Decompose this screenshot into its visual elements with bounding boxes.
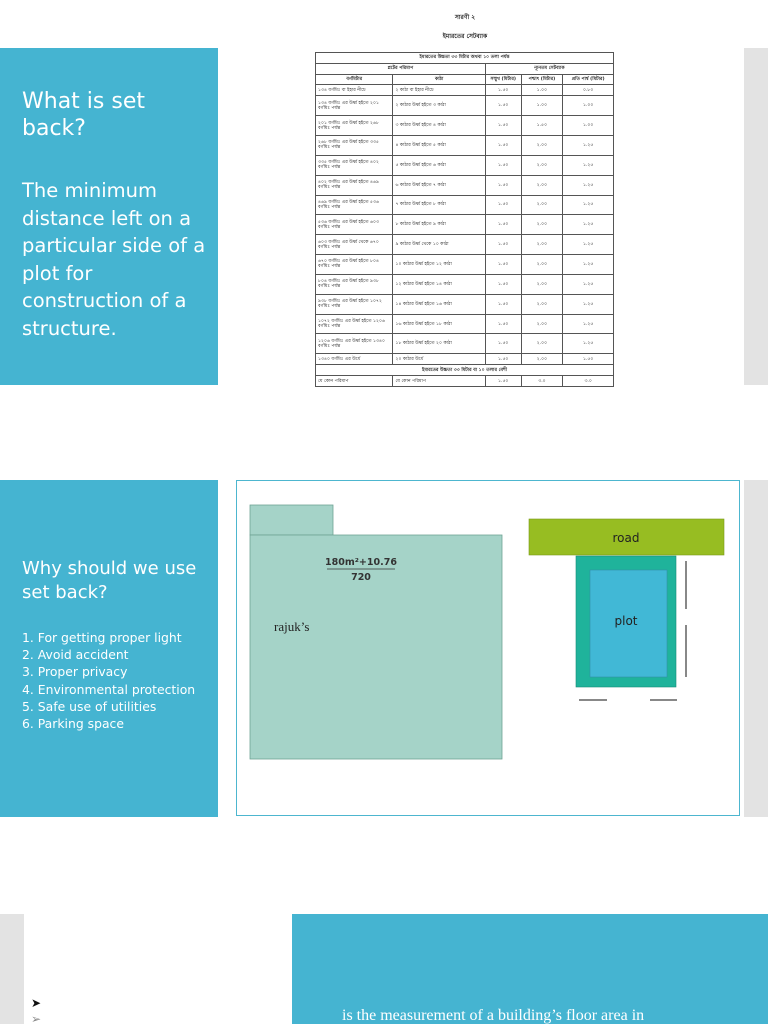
cell-katha: ১৮ কাঠার উর্ধ্ব হইতে ২০ কাঠা — [393, 334, 485, 354]
cell-katha: ৩ কাঠার উর্ধ্ব হইতে ৪ কাঠা — [393, 116, 485, 136]
setback-reasons-panel — [0, 480, 218, 817]
cell-sqm: ৩৩৫ বর্গমিঃ এর উর্ধ্ব হইতে ৪০২ বর্গমিঃ পর্যন্ত — [316, 155, 393, 175]
cell-front: ১.৫০ — [485, 96, 521, 116]
cell-katha: ৮ কাঠার উর্ধ্ব হইতে ৯ কাঠা — [393, 215, 485, 235]
cell-side: ১.০০ — [563, 96, 614, 116]
table-row — [316, 175, 614, 195]
cell-rear: ২.০০ — [521, 274, 563, 294]
cell-katha: ১০ কাঠার উর্ধ্ব হইতে ১২ কাঠা — [393, 255, 485, 275]
table-caption: সারণী ২ — [454, 14, 476, 21]
cell-front: ১.৫০ — [485, 85, 521, 96]
cell-katha: ৫ কাঠার উর্ধ্ব হইতে ৬ কাঠা — [393, 155, 485, 175]
cell-sqm: ৬৭০ বর্গমিঃ এর উর্ধ্ব হইতে ৮০৪ বর্গমিঃ পর্যন্ত — [316, 255, 393, 275]
next-slide-edge — [744, 480, 768, 817]
table-row — [316, 354, 614, 365]
road-label: road — [612, 531, 640, 545]
cell-katha: ৯ কাঠার উর্ধ্ব থেকে ১০ কাঠা — [393, 235, 485, 255]
cell-front: ১.৫০ — [485, 136, 521, 156]
cell-side: ১.২৫ — [563, 215, 614, 235]
cell-side: ১.২৫ — [563, 294, 614, 314]
cell-katha: যে কোন পরিমাপ — [393, 376, 485, 387]
cell-sqm: ২৬৮ বর্গমিঃ এর উর্ধ্ব হইতে ৩৩৫ বর্গমিঃ পর্যন্ত — [316, 136, 393, 156]
prev-slide-edge — [0, 914, 24, 1024]
cell-sqm: ৬০৩ বর্গমিঃ এর উর্ধ্ব থেকে ৬৭০ বর্গমিঃ পর্যন্ত — [316, 235, 393, 255]
cell-rear: ২.০০ — [521, 354, 563, 365]
cell-front: ১.৫০ — [485, 155, 521, 175]
cell-front: ১.৫০ — [485, 274, 521, 294]
cell-front: ১.৫০ — [485, 354, 521, 365]
cell-sqm: ২০১ বর্গমিঃ এর উর্ধ্ব হইতে ২৬৮ বর্গমিঃ পর্যন্ত — [316, 116, 393, 136]
cell-side: ১.২৫ — [563, 136, 614, 156]
cell-side: ১.২৫ — [563, 314, 614, 334]
cell-sqm: ১৩৪ বর্গমিঃ এর উর্ধ্ব হইতে ২০১ বর্গমিঃ পর্যন্ত — [316, 96, 393, 116]
cell-side: ১.০০ — [563, 116, 614, 136]
table-row — [316, 255, 614, 275]
table-row — [316, 155, 614, 175]
table-subcaption: ইমারতের সেটব্যাক — [442, 33, 488, 40]
cell-rear: ৩.০ — [521, 376, 563, 387]
cell-sqm: যে কোন পরিমাপ — [316, 376, 393, 387]
cell-side: ১.২৫ — [563, 195, 614, 215]
col-min-setback: ন্যূনতম সেটব্যাক — [485, 63, 613, 74]
cell-katha: ৪ কাঠার উর্ধ্ব হইতে ৫ কাঠা — [393, 136, 485, 156]
cell-rear: ২.০০ — [521, 334, 563, 354]
rajuk-label: rajuk’s — [274, 619, 310, 634]
cell-katha: ২০ কাঠার উর্ধে — [393, 354, 485, 365]
reasons-list — [22, 629, 195, 732]
list-item: 3. Proper privacy — [22, 664, 128, 680]
table-row — [316, 195, 614, 215]
reasons-question: Why should we use set back? — [22, 558, 197, 603]
cell-front: ১.৫০ — [485, 116, 521, 136]
table-row — [316, 274, 614, 294]
cell-rear: ২.০০ — [521, 155, 563, 175]
cell-front: ১.৫০ — [485, 255, 521, 275]
table-row — [316, 294, 614, 314]
setback-diagram-frame — [236, 480, 740, 816]
table-row — [316, 116, 614, 136]
formula-denominator: 720 — [351, 572, 371, 583]
cell-rear: ২.০০ — [521, 314, 563, 334]
cell-front: ১.৫০ — [485, 195, 521, 215]
cell-sqm: ১২০৬ বর্গমিঃ এর উর্ধ্ব হইতে ১৩৪০ বর্গমিঃ পর্যন্ত — [316, 334, 393, 354]
cell-katha: ৬ কাঠার উর্ধ্ব হইতে ৭ কাঠা — [393, 175, 485, 195]
far-definition-text: is the measurement of a building’s floor area in — [342, 1007, 645, 1024]
col-side: প্রতি পার্শ্ব (মিটার) — [563, 74, 614, 85]
col-katha: কাঠা — [393, 74, 485, 85]
cell-katha: ১৬ কাঠার উর্ধ্ব হইতে ১৮ কাঠা — [393, 314, 485, 334]
col-rear: পশ্চাৎ (মিটার) — [521, 74, 563, 85]
cell-front: ১.৫০ — [485, 314, 521, 334]
setback-definition-panel — [0, 48, 218, 385]
cell-katha: ৭ কাঠার উর্ধ্ব হইতে ৮ কাঠা — [393, 195, 485, 215]
table-title-top: ইমারতের উচ্চতা ৩৩ মিটার অথবা ১০ তলা পর্যন্ত — [316, 53, 614, 64]
table-row — [316, 136, 614, 156]
cell-side: ১.২৫ — [563, 175, 614, 195]
cell-front: ১.৫০ — [485, 334, 521, 354]
cell-katha: ২ কাঠা বা ইহার নীচে — [393, 85, 485, 96]
setback-rows — [316, 85, 614, 365]
cell-sqm: ৯৩৮ বর্গমিঃ এর উর্ধ্ব হইতে ১০৭২ বর্গমিঃ পর্যন্ত — [316, 294, 393, 314]
building-area — [250, 535, 502, 759]
cell-front: ১.৫০ — [485, 376, 521, 387]
cell-side: ৩.০ — [563, 376, 614, 387]
cell-side: ১.২৫ — [563, 274, 614, 294]
cell-katha: ১৪ কাঠার উর্ধ্ব হইতে ১৬ কাঠা — [393, 294, 485, 314]
col-front: সম্মুখ (মিটার) — [485, 74, 521, 85]
setback-question: What is set back? — [22, 89, 145, 141]
cell-rear: ২.০০ — [521, 195, 563, 215]
table-row — [316, 215, 614, 235]
cell-rear: ২.০০ — [521, 235, 563, 255]
cell-katha: ২ কাঠার উর্ধ্ব হইতে ৩ কাঠা — [393, 96, 485, 116]
list-item: 2. Avoid accident — [22, 647, 129, 663]
list-item: 5. Safe use of utilities — [22, 698, 157, 714]
table-row — [316, 85, 614, 96]
cell-rear: ২.০০ — [521, 255, 563, 275]
table-row — [316, 96, 614, 116]
cell-rear: ১.৫০ — [521, 116, 563, 136]
table-row — [316, 235, 614, 255]
cell-front: ১.৫০ — [485, 235, 521, 255]
cell-rear: ২.০০ — [521, 294, 563, 314]
far-definition-panel — [292, 914, 768, 1024]
cell-side: ১.২৫ — [563, 255, 614, 275]
cell-sqm: ৮০৪ বর্গমিঃ এর উর্ধ্ব হইতে ৯৩৮ বর্গমিঃ পর্যন্ত — [316, 274, 393, 294]
list-item: 6. Parking space — [22, 716, 124, 732]
cell-sqm: ৪৬৯ বর্গমিঃ এর উর্ধ্ব হইতে ৫৩৬ বর্গমিঃ পর্যন্ত — [316, 195, 393, 215]
cell-rear: ১.০০ — [521, 96, 563, 116]
cell-front: ১.৫০ — [485, 175, 521, 195]
setback-definition: The minimum distance left on a particular side of a plot for construction of a structure. — [22, 179, 206, 340]
cell-front: ১.৫০ — [485, 294, 521, 314]
cell-side: ০.৮০ — [563, 85, 614, 96]
cell-side: ১.২৫ — [563, 235, 614, 255]
table-row — [316, 376, 614, 387]
arrow-bullet-icon: ➤ — [31, 996, 42, 1010]
cell-rear: ২.০০ — [521, 136, 563, 156]
cell-sqm: ৫৩৬ বর্গমিঃ এর উর্ধ্ব হইতে ৬০৩ বর্গমিঃ পর্যন্ত — [316, 215, 393, 235]
col-sqm: বর্গমিটার — [316, 74, 393, 85]
next-slide-edge — [744, 48, 768, 385]
list-item: 1. For getting proper light — [22, 630, 182, 645]
arrow-bullet-icon: ➢ — [31, 1012, 42, 1026]
cell-rear: ২.০০ — [521, 175, 563, 195]
cell-front: ১.৫০ — [485, 215, 521, 235]
list-item: 4. Environmental protection — [22, 681, 196, 697]
plot-label: plot — [614, 614, 638, 628]
cell-rear: ২.০০ — [521, 215, 563, 235]
cell-rear: ১.০০ — [521, 85, 563, 96]
cell-side: ১.২৫ — [563, 334, 614, 354]
cell-sqm: ১৩৪০ বর্গমিঃ এর উর্ধে — [316, 354, 393, 365]
setback-table — [315, 52, 614, 387]
cell-sqm: ১০৭২ বর্গমিঃ এর উর্ধ্ব হইতে ১২০৬ বর্গমিঃ পর্যন্ত — [316, 314, 393, 334]
cell-side: ১.২৫ — [563, 155, 614, 175]
cell-sqm: ১৩৪ বর্গমিঃ বা ইহার নীচে — [316, 85, 393, 96]
cell-sqm: ৪০২ বর্গমিঃ এর উর্ধ্ব হইতে ৪৬৯ বর্গমিঃ পর্যন্ত — [316, 175, 393, 195]
col-plot-size: প্লটের পরিমাপ — [316, 63, 486, 74]
cell-side: ১.৫০ — [563, 354, 614, 365]
cell-katha: ১২ কাঠার উর্ধ্ব হইতে ১৪ কাঠা — [393, 274, 485, 294]
table-title-bottom: ইমারতের উচ্চতা ৩৩ মিটার বা ১০ তলার বেশী — [316, 365, 614, 376]
building-tab — [250, 505, 333, 535]
formula-numerator: 180m²+10.76 — [325, 557, 397, 568]
table-row — [316, 314, 614, 334]
setback-diagram — [237, 481, 739, 815]
table-row — [316, 334, 614, 354]
